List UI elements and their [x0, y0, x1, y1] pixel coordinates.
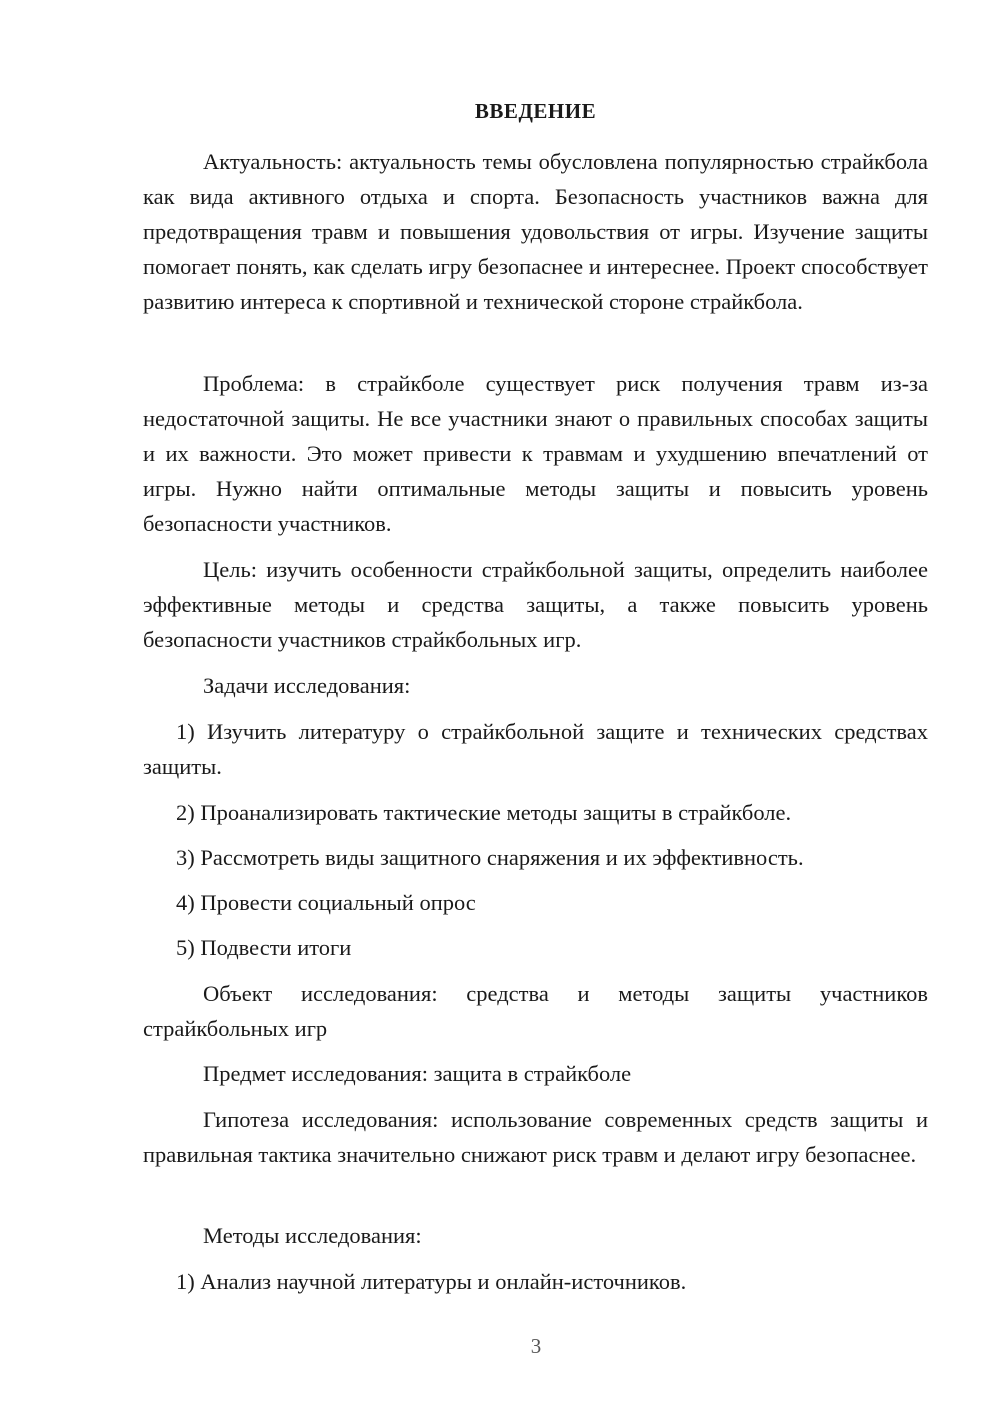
page-title: ВВЕДЕНИЕ: [474, 99, 597, 123]
paragraph-goal: Цель: изучить особенности страйкбольной защиты, определить наиболее эффективные методы и средства защиты, а также повысить уровень безопасности участников страйкбольных игр.: [143, 557, 928, 652]
task-item-3: 3) Рассмотреть виды защитного снаряжения и их эффективность.: [176, 845, 804, 870]
paragraph-object: Объект исследования: средства и методы защиты участников страйкбольных игр: [143, 981, 928, 1041]
task-item-1: 1) Изучить литературу о страйкбольной защите и технических средствах защиты.: [143, 719, 928, 779]
paragraph-hypothesis: Гипотеза исследования: использование современных средств защиты и правильная тактика значительно снижают риск травм и делают игру безопаснее.: [143, 1107, 928, 1167]
methods-title: Методы исследования:: [203, 1223, 422, 1248]
paragraph-relevance: Актуальность: актуальность темы обусловлена популярностью страйкбола как вида активного отдыха и спорта. Безопасность участников важна для предотвращения травм и повышения удовольствия от игры. Изучение защиты помогает понять, как сделать игру безопаснее и интереснее. Проект способствует развитию интереса к спортивной и технической стороне страйкбола.: [143, 149, 928, 314]
paragraph-subject: Предмет исследования: защита в страйкболе: [203, 1061, 632, 1086]
task-item-5: 5) Подвести итоги: [176, 935, 352, 960]
method-item-1: 1) Анализ научной литературы и онлайн-источников.: [176, 1269, 687, 1294]
task-item-2: 2) Проанализировать тактические методы защиты в страйкболе.: [176, 800, 792, 825]
page-number: 3: [530, 1334, 542, 1358]
task-item-4: 4) Провести социальный опрос: [176, 890, 476, 915]
tasks-title: Задачи исследования:: [203, 673, 411, 698]
paragraph-problem: Проблема: в страйкболе существует риск получения травм из-за недостаточной защиты. Не все участники знают о правильных способах защиты и их важности. Это может привести к травмам и ухудшению впечатлений от игры. Нужно найти оптимальные методы защиты и повысить уровень безопасности участников.: [143, 371, 928, 536]
